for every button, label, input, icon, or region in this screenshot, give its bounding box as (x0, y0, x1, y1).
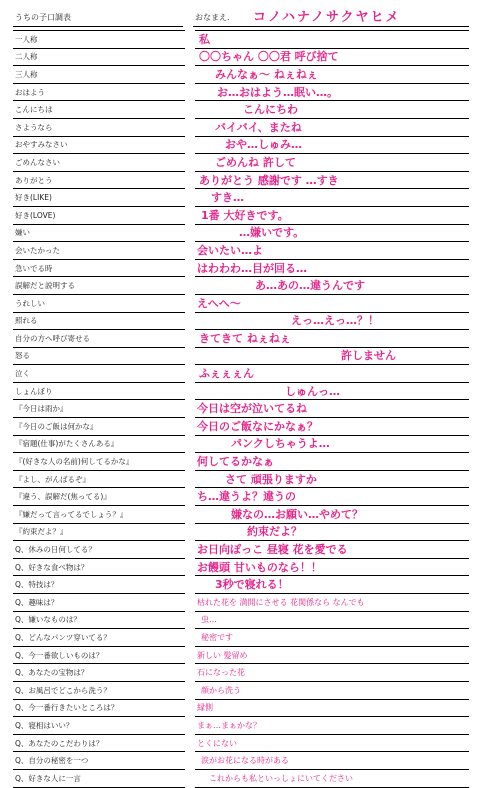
column-gap (185, 453, 195, 471)
answer-cell (195, 470, 469, 488)
answer-cell (195, 629, 469, 647)
question-label: Q、寝相はいい？ (13, 717, 185, 735)
tone-table (13, 30, 469, 788)
table-row (13, 48, 469, 66)
answer-cell (195, 31, 469, 49)
sheet-header (13, 6, 469, 30)
handwritten-answer: まぁ…まぁかな？ (197, 720, 261, 730)
question-label: Q、休みの日何してる？ (13, 541, 185, 559)
table-row (13, 101, 469, 119)
answer-cell (195, 312, 469, 330)
answer-cell (195, 541, 469, 559)
answer-cell (195, 734, 469, 752)
question-label: Q、どんなパンツ穿いてる？ (13, 629, 185, 647)
question-label: 自分の方へ呼び寄せる (13, 330, 185, 348)
question-label: 『(好きな人の名前)何してるかな』 (13, 453, 185, 471)
column-gap (185, 101, 195, 119)
answer-cell (195, 681, 469, 699)
answer-cell (195, 330, 469, 348)
question-label: Q、今一番欲しいものは？ (13, 646, 185, 664)
table-row (13, 277, 469, 295)
table-row (13, 347, 469, 365)
question-label: 嫌い (13, 224, 185, 242)
answer-cell (195, 83, 469, 101)
answer-cell (195, 435, 469, 453)
table-row (13, 154, 469, 172)
column-gap (185, 206, 195, 224)
answer-cell (195, 488, 469, 506)
column-gap (185, 594, 195, 612)
question-label: おやすみなさい (13, 136, 185, 154)
question-label: ごめんなさい (13, 154, 185, 172)
column-gap (185, 646, 195, 664)
handwritten-answer: 顔から洗う (201, 685, 241, 695)
question-label: おはよう (13, 83, 185, 101)
column-gap (185, 365, 195, 383)
table-row (13, 664, 469, 682)
column-gap (185, 83, 195, 101)
handwritten-answer: 約束だよ？ (247, 525, 302, 539)
handwritten-answer: バイバイ、またね (215, 120, 302, 134)
handwritten-answer: ごめんね 許して (215, 155, 296, 169)
column-gap (185, 118, 195, 136)
answer-cell (195, 453, 469, 471)
column-gap (185, 506, 195, 524)
column-gap (185, 629, 195, 647)
question-label: Q、今一番行きたいところは？ (13, 699, 185, 717)
question-label: 『今日は雨か』 (13, 400, 185, 418)
answer-cell (195, 66, 469, 84)
question-label: こんにちは (13, 101, 185, 119)
column-gap (185, 347, 195, 365)
answer-cell (195, 347, 469, 365)
answer-cell (195, 294, 469, 312)
handwritten-answer: 石になった花 (197, 668, 245, 678)
column-gap (185, 418, 195, 436)
question-label: Q、あなたのこだわりは？ (13, 734, 185, 752)
handwritten-answer: 3秒で寝れる！ (215, 578, 289, 592)
handwritten-answer: えへへ～ (197, 296, 241, 310)
table-row (13, 453, 469, 471)
handwritten-answer: とくにない (197, 738, 237, 748)
answer-cell (195, 224, 469, 242)
handwritten-answer: お饅頭 甘いものなら！！ (197, 560, 322, 574)
question-label: Q、趣味は？ (13, 594, 185, 612)
column-gap (185, 66, 195, 84)
answer-cell (195, 259, 469, 277)
question-label: 『嫌だって言ってるでしょう？』 (13, 506, 185, 524)
column-gap (185, 664, 195, 682)
table-row (13, 699, 469, 717)
column-gap (185, 312, 195, 330)
table-row (13, 206, 469, 224)
handwritten-answer: しゅんっ… (285, 384, 340, 398)
answer-cell (195, 118, 469, 136)
table-row (13, 312, 469, 330)
answer-cell (195, 506, 469, 524)
table-row (13, 717, 469, 735)
question-label: Q、好きな人に一言 (13, 769, 185, 787)
table-row (13, 400, 469, 418)
column-gap (185, 242, 195, 260)
handwritten-answer: 今日のご飯なにかなぁ？ (197, 419, 318, 433)
column-gap (185, 435, 195, 453)
table-row (13, 629, 469, 647)
table-row (13, 242, 469, 260)
handwritten-answer: 新しい 髪留め (197, 650, 248, 660)
answer-cell (195, 171, 469, 189)
column-gap (185, 277, 195, 295)
question-label: しょんぼり (13, 382, 185, 400)
question-label: さようなら (13, 118, 185, 136)
question-label: 一人称 (13, 31, 185, 49)
question-label: ありがとう (13, 171, 185, 189)
column-gap (185, 189, 195, 207)
table-row (13, 189, 469, 207)
header-divider-right (193, 26, 469, 27)
table-row (13, 259, 469, 277)
character-name: コノハナノサクヤヒメ (253, 10, 401, 25)
question-label: Q、自分の秘密を一つ (13, 752, 185, 770)
table-row (13, 83, 469, 101)
handwritten-answer: 1番 大好きです。 (201, 208, 289, 222)
table-row (13, 734, 469, 752)
table-row (13, 224, 469, 242)
column-gap (185, 558, 195, 576)
answer-cell (195, 400, 469, 418)
handwritten-answer: 嫌なの…お願い…やめて？ (231, 507, 363, 521)
table-row (13, 681, 469, 699)
question-label: 好き(LOVE) (13, 206, 185, 224)
question-label: 会いたかった (13, 242, 185, 260)
handwritten-answer: 会いたい…よ (197, 243, 263, 257)
question-label: Q、お風呂でどこから洗う？ (13, 681, 185, 699)
answer-cell (195, 206, 469, 224)
handwritten-answer: えっ…えっ…？！ (291, 314, 379, 328)
answer-cell (195, 611, 469, 629)
question-label: 好き(LIKE) (13, 189, 185, 207)
column-gap (185, 734, 195, 752)
table-row (13, 506, 469, 524)
question-label: 怒る (13, 347, 185, 365)
answer-cell (195, 558, 469, 576)
column-gap (185, 259, 195, 277)
handwritten-answer: 私 (199, 32, 210, 46)
question-label: Q、好きな食べ物は？ (13, 558, 185, 576)
handwritten-answer: すき… (211, 191, 244, 205)
column-gap (185, 382, 195, 400)
table-row (13, 118, 469, 136)
table-row (13, 330, 469, 348)
answer-cell (195, 277, 469, 295)
column-gap (185, 541, 195, 559)
answer-cell (195, 594, 469, 612)
column-gap (185, 470, 195, 488)
answer-cell (195, 365, 469, 383)
answer-cell (195, 769, 469, 787)
handwritten-answer: お日向ぽっこ 昼寝 花を愛でる (197, 543, 348, 557)
column-gap (185, 136, 195, 154)
handwritten-answer: お…おはよう…眠い…。 (217, 85, 338, 99)
column-gap (185, 576, 195, 594)
question-label: 二人称 (13, 48, 185, 66)
table-row (13, 752, 469, 770)
column-gap (185, 717, 195, 735)
handwritten-answer: ありがとう 感謝です …すき (199, 173, 339, 187)
answer-cell (195, 382, 469, 400)
handwritten-answer: ふぇぇぇん (199, 367, 254, 381)
question-label: 『約束だよ？』 (13, 523, 185, 541)
question-label: 『よし、がんばるぞ』 (13, 470, 185, 488)
table-row (13, 365, 469, 383)
handwritten-answer: 虫… (201, 615, 217, 625)
answer-cell (195, 101, 469, 119)
handwritten-answer: これからも私といっしょにいてください (209, 773, 353, 783)
table-row (13, 171, 469, 189)
answer-cell (195, 48, 469, 66)
handwritten-answer: 涙がお花になる時がある (201, 756, 289, 766)
handwritten-answer: 〇〇ちゃん 〇〇君 呼び捨て (199, 50, 339, 64)
handwritten-answer: 許しません (341, 349, 396, 363)
answer-cell (195, 136, 469, 154)
header-divider-left (13, 26, 183, 27)
table-row (13, 523, 469, 541)
table-row (13, 66, 469, 84)
answer-cell (195, 189, 469, 207)
table-row (13, 541, 469, 559)
handwritten-answer: おや…しゅみ… (225, 138, 302, 152)
table-row (13, 558, 469, 576)
answer-cell (195, 717, 469, 735)
answer-cell (195, 418, 469, 436)
question-label: 『違う、誤解だ(焦ってる)』 (13, 488, 185, 506)
column-gap (185, 611, 195, 629)
table-row (13, 646, 469, 664)
question-label: 照れる (13, 312, 185, 330)
question-label: Q、嫌いなものは？ (13, 611, 185, 629)
handwritten-answer: はわわわ…目が回る… (197, 261, 307, 275)
answer-cell (195, 242, 469, 260)
table-row (13, 769, 469, 787)
column-gap (185, 154, 195, 172)
column-gap (185, 523, 195, 541)
column-gap (185, 294, 195, 312)
column-gap (185, 171, 195, 189)
question-label: 『宿題(仕事)がたくさんある』 (13, 435, 185, 453)
sheet-title: うちの子口調表 (15, 13, 71, 22)
table-row (13, 136, 469, 154)
question-label: Q、あなたの宝物は？ (13, 664, 185, 682)
handwritten-answer: あ…あの…違うんです (255, 279, 365, 293)
handwritten-answer: …嫌いです。 (239, 226, 305, 240)
table-row (13, 435, 469, 453)
handwritten-answer: ち…違うよ？違うの (197, 490, 296, 504)
handwritten-answer: 今日は空が泣いてるね (197, 402, 307, 416)
handwritten-answer: さて 頑張りますか (225, 472, 317, 486)
handwritten-answer: こんにちわ (243, 103, 298, 117)
column-gap (185, 224, 195, 242)
name-label: おなまえ. (195, 13, 230, 22)
question-label: 急いでる時 (13, 259, 185, 277)
question-label: うれしい (13, 294, 185, 312)
question-label: 三人称 (13, 66, 185, 84)
table-row (13, 31, 469, 49)
answer-cell (195, 699, 469, 717)
column-gap (185, 769, 195, 787)
table-row (13, 594, 469, 612)
table-row (13, 470, 469, 488)
table-row (13, 488, 469, 506)
column-gap (185, 31, 195, 49)
handwritten-answer: きてきて ねぇねぇ (199, 331, 291, 345)
table-row (13, 611, 469, 629)
column-gap (185, 752, 195, 770)
answer-cell (195, 576, 469, 594)
table-row (13, 418, 469, 436)
answer-cell (195, 523, 469, 541)
handwritten-answer: 秘密です (201, 632, 233, 642)
answer-cell (195, 154, 469, 172)
question-label: Q、特技は？ (13, 576, 185, 594)
question-label: 『今日のご飯は何かな』 (13, 418, 185, 436)
table-row (13, 576, 469, 594)
question-label: 泣く (13, 365, 185, 383)
question-label: 誤解だと説明する (13, 277, 185, 295)
handwritten-answer: 枯れた花を 満開にさせる 花関係なら なんでも (197, 597, 365, 607)
column-gap (185, 48, 195, 66)
answer-cell (195, 752, 469, 770)
column-gap (185, 330, 195, 348)
table-row (13, 294, 469, 312)
column-gap (185, 488, 195, 506)
handwritten-answer: みんなぁ～ ねぇねぇ (215, 67, 318, 81)
table-row (13, 382, 469, 400)
tone-sheet (13, 6, 469, 788)
column-gap (185, 699, 195, 717)
column-gap (185, 400, 195, 418)
column-gap (185, 681, 195, 699)
answer-cell (195, 664, 469, 682)
handwritten-answer: 縁側 (197, 703, 213, 713)
answer-cell (195, 646, 469, 664)
handwritten-answer: パンクしちゃうよ… (231, 437, 330, 451)
handwritten-answer: 何してるかなぁ (197, 455, 274, 469)
